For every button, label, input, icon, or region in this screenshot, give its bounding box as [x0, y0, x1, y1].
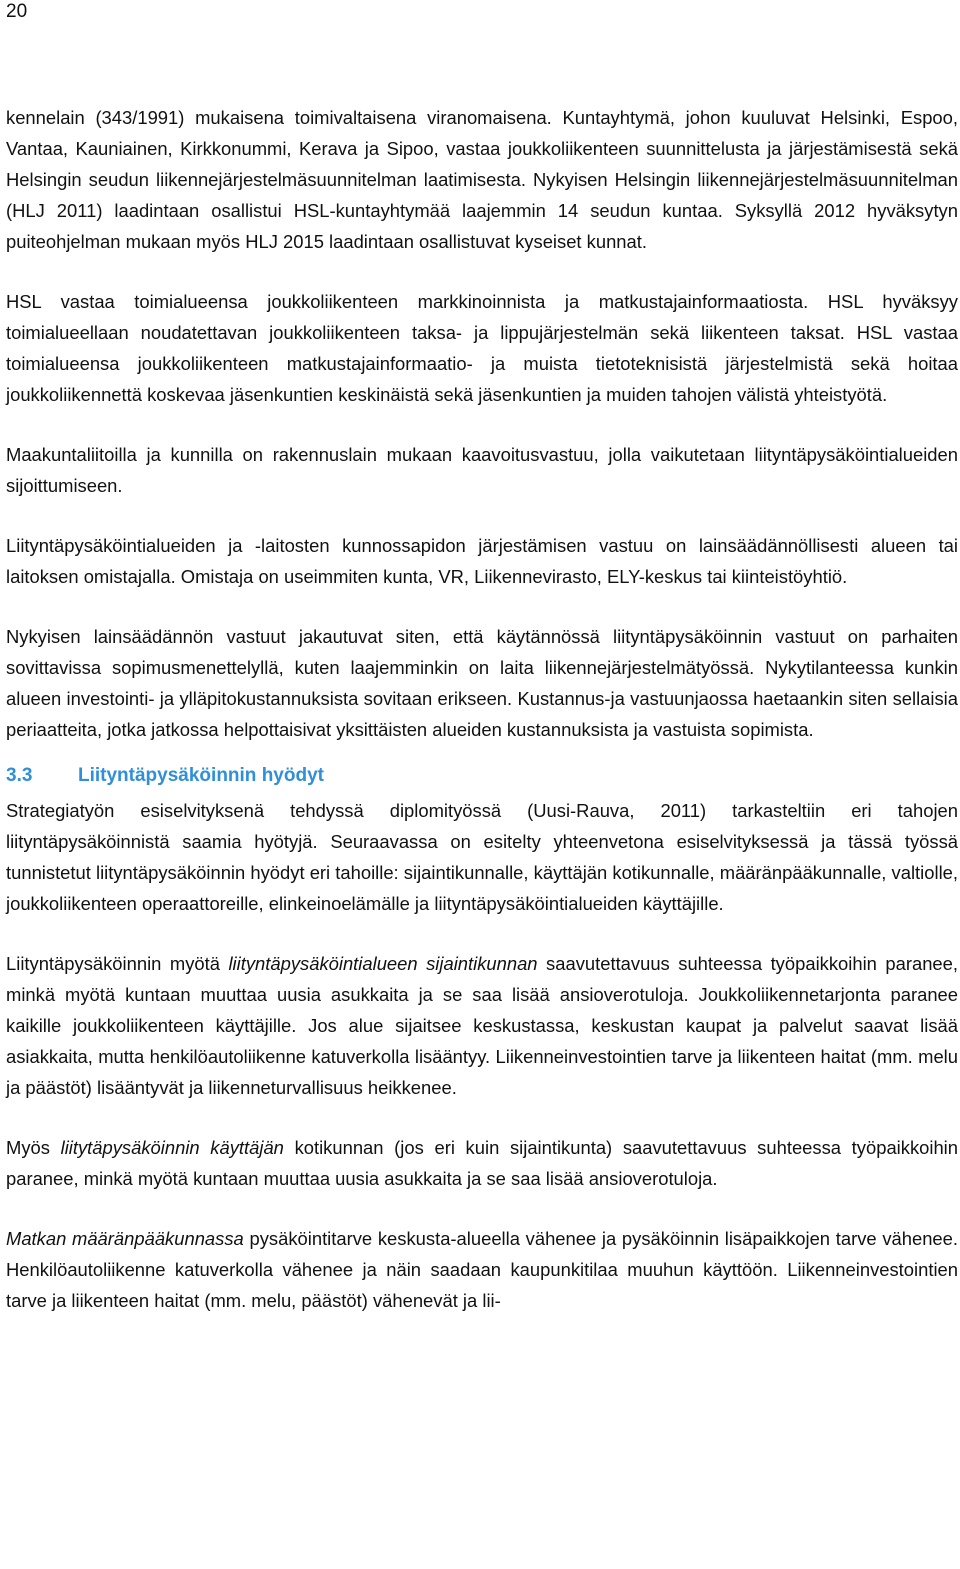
section-title: Liityntäpysäköinnin hyödyt — [78, 765, 324, 786]
paragraph-hsl-marketing: HSL vastaa toimialueensa joukkoliikenteen markkinoinnista ja matkustajainformaatiosta. HSL hyväksyy toimialueellaan noudatettavan joukkoliikenteen taksa- ja lippujärjestelmän sekä liikenteen taksat. HSL vastaa toimialueensa joukkoliikenteen matkustajainformaatio- ja muista tietoteknisistä järjestelmistä sekä hoitaa joukkoliikennettä koskevaa jäsenkuntien keskinäistä sekä jäsenkuntien ja muiden tahojen välistä yhteistyötä. — [6, 291, 958, 405]
text-run: Liityntäpysäköinnin myötä — [6, 953, 229, 974]
text-run: saavutettavuus suhteessa työpaikkoihin paranee, minkä myötä kuntaan muuttaa uusia asukkaita ja se saa lisää ansioverotuloja. Joukkoliikennetarjonta paranee kaikille joukkoliikenteen käyttäjille. Jos alue sijaitsee keskustassa, keskustan kaupat ja palvelut saavat lisää asiakkaita, mutta henkilöautoliikenne katuverkolla lisääntyy. Liikenneinvestointien tarve ja liikenteen haitat (mm. melu ja päästöt) lisääntyvät ja liikenneturvallisuus heikkenee. — [6, 953, 958, 1098]
paragraph-legislation: Nykyisen lainsäädännön vastuut jakautuvat siten, että käytännössä liityntäpysäköinnin vastuut on parhaiten sovittavissa sopimusmenettelyllä, kuten laajemminkin on laita liikennejärjestelmätyössä. Nykytilanteessa kunkin alueen investointi- ja ylläpitokustannuksista sovitaan erikseen. Kustannus-ja vastuunjaossa haetaankin siten sellaisia periaatteita, jotka jatkossa helpottaisivat yksittäisten alueiden kustannuksista ja vastuista sopimista. — [6, 626, 958, 740]
emphasis-text: liitytäpysäköinnin käyttäjän — [60, 1137, 284, 1158]
paragraph-maintenance-responsibility: Liityntäpysäköintialueiden ja -laitosten kunnossapidon järjestämisen vastuu on lainsäädännöllisesti alueen tai laitoksen omistajalla. Omistaja on useimmiten kunta, VR, Liikennevirasto, ELY-keskus tai kiinteistöyhtiö. — [6, 535, 958, 587]
page-number: 20 — [6, 1, 28, 22]
text-run: Myös — [6, 1137, 61, 1158]
text-run: pysäköintitarve keskusta-alueella vähenee ja pysäköinnin lisäpaikkojen tarve vähenee. Henkilöautoliikenne katuverkolla vähenee ja näin saadaan kaupunkitilaa muuhun käyttöön. Liikenneinvestointien tarve ja liikenteen haitat (mm. melu, päästöt) vähenevät ja lii- — [6, 1228, 958, 1311]
paragraph-hsl-authority: kennelain (343/1991) mukaisena toimivaltaisena viranomaisena. Kuntayhtymä, johon kuuluvat Helsinki, Espoo, Vantaa, Kauniainen, Kirkkonummi, Kerava ja Sipoo, vastaa joukkoliikenteen suunnittelusta ja järjestämisestä sekä Helsingin seudun liikennejärjestelmäsuunnitelman laatimisesta. Nykyisen Helsingin liikennejärjestelmäsuunnitelman (HLJ 2011) laadintaan osallistui HSL-kuntayhtymää laajemmin 14 seudun kuntaa. Syksyllä 2012 hyväksytyn puiteohjelman mukaan myös HLJ 2015 laadintaan osallistuvat kyseiset kunnat. — [6, 107, 958, 252]
paragraph-destination-municipality — [6, 1223, 958, 1316]
paragraph-strategy-study: Strategiatyön esiselvityksenä tehdyssä diplomityössä (Uusi-Rauva, 2011) tarkasteltiin eri tahojen liityntäpysäköinnistä saamia hyötyjä. Seuraavassa on esitelty yhteenvetona esiselvityksessä ja tässä työssä tunnistetut liityntäpysäköinnin hyödyt eri tahoille: sijaintikunnalle, käyttäjän kotikunnalle, määränpääkunnalle, valtiolle, joukkoliikenteen operaattoreille, elinkeinoelämälle ja liityntäpysäköintialueiden käyttäjille. — [6, 800, 958, 914]
section-number: 3.3 — [6, 765, 33, 786]
paragraph-zoning-responsibility: Maakuntaliitoilla ja kunnilla on rakennuslain mukaan kaavoitusvastuu, jolla vaikutetaan liityntäpysäköintialueiden sijoittumiseen. — [6, 444, 958, 496]
document-body — [6, 102, 958, 1345]
text-run: kotikunnan (jos eri kuin sijaintikunta) saavutettavuus suhteessa työpaikkoihin paranee, minkä myötä kuntaan muuttaa uusia asukkaita ja se saa lisää ansioverotuloja. — [6, 1137, 958, 1189]
paragraph-location-municipality — [6, 948, 958, 1103]
paragraph-home-municipality — [6, 1132, 958, 1194]
emphasis-text: Matkan määränpääkunnassa — [6, 1228, 244, 1249]
section-heading — [6, 759, 958, 793]
emphasis-text: liityntäpysäköintialueen sijaintikunnan — [228, 953, 538, 974]
